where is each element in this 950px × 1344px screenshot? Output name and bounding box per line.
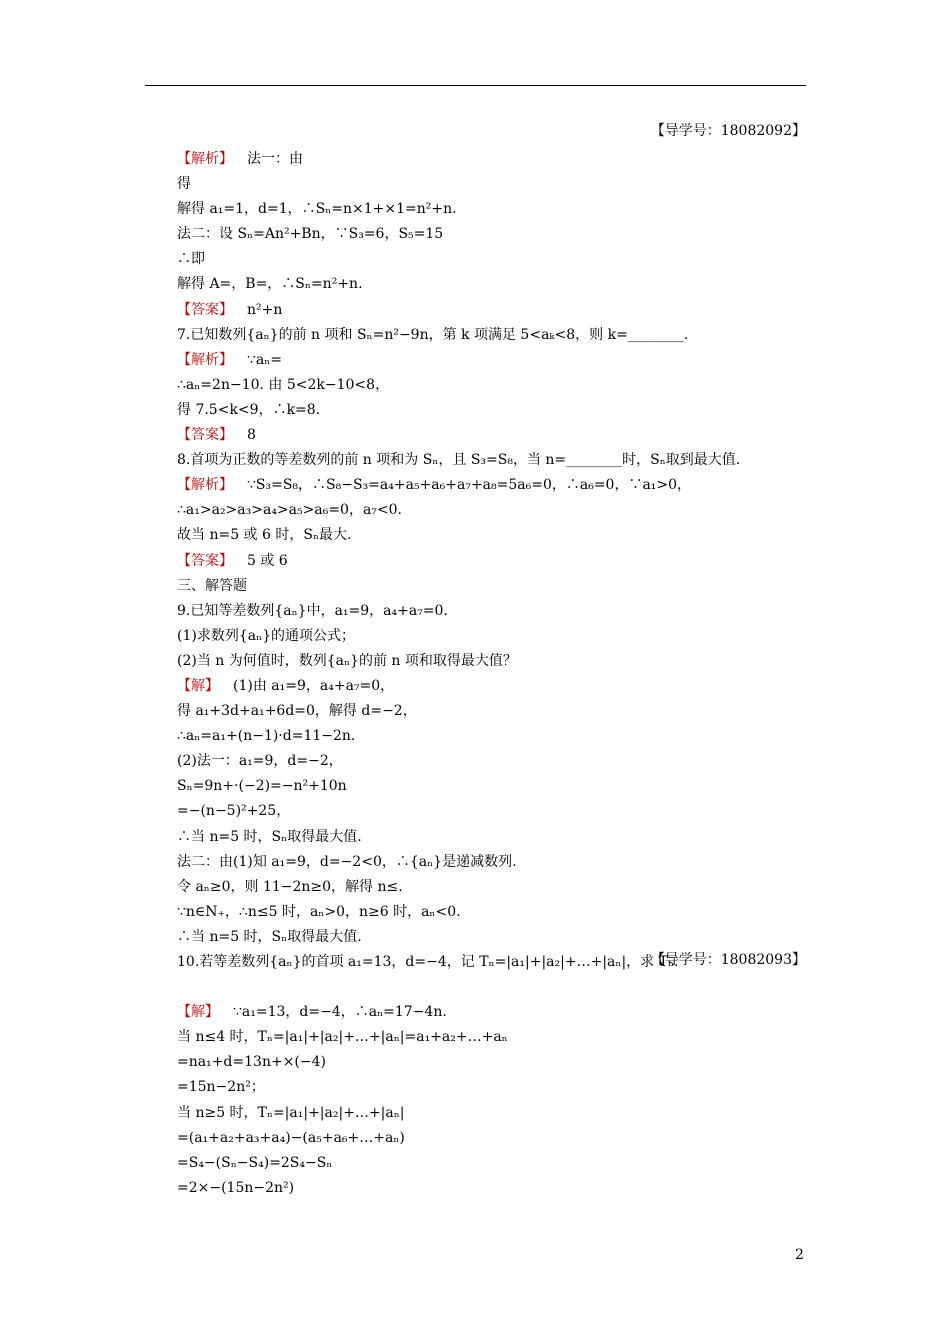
line-text: 5 或 6 — [247, 552, 288, 569]
line-text: 当 n≤4 时，Tₙ=|a₁|+|a₂|+…+|aₙ|=a₁+a₂+…+aₙ — [177, 1029, 508, 1046]
line-text: 解得 a₁=1，d=1，∴Sₙ=n×1+×1=n²+n. — [177, 201, 457, 218]
text-line — [177, 549, 817, 574]
text-line — [177, 498, 817, 523]
reference-number: 【导学号：18082092】 — [650, 123, 806, 139]
line-text: 得 a₁+3d+a₁+6d=0，解得 d=−2， — [177, 703, 417, 720]
line-text: ∵n∈N₊，∴n≤5 时，aₙ>0，n≥6 时，aₙ<0. — [177, 903, 461, 920]
line-text: 10.若等差数列{aₙ}的首项 a₁=13，d=−4，记 Tₙ=|a₁|+|a₂|+…+|aₙ|，求 Tₙ. — [177, 954, 679, 970]
line-text: 法二：由(1)知 a₁=9，d=−2<0，∴{aₙ}是递减数列. — [177, 853, 517, 870]
text-line — [177, 373, 817, 398]
line-text: ∵aₙ= — [247, 351, 283, 368]
text-line — [177, 925, 817, 950]
page-number: 2 — [795, 1247, 804, 1263]
text-line — [177, 875, 817, 900]
line-text: ∵S₃=S₈，∴S₈−S₃=a₄+a₅+a₆+a₇+a₈=5a₆=0，∴a₆=0，∵a₁>0， — [247, 477, 692, 494]
text-line — [177, 1151, 817, 1176]
section-tag: 【解析】 — [177, 351, 233, 368]
text-line — [177, 323, 817, 348]
text-line — [177, 147, 817, 172]
text-line — [177, 222, 817, 247]
line-text: Sₙ=9n+·(−2)=−n²+10n — [177, 778, 347, 795]
line-text: 法一：由 — [247, 151, 303, 167]
line-text: =(a₁+a₂+a₃+a₄)−(a₅+a₆+…+aₙ) — [177, 1129, 405, 1146]
text-line — [177, 1025, 817, 1050]
text-line — [177, 272, 817, 297]
text-line — [177, 850, 817, 875]
line-text: ∴a₁>a₂>a₃>a₄>a₅>a₆=0，a₇<0. — [177, 502, 402, 519]
line-text: ∴aₙ=a₁+(n−1)·d=11−2n. — [177, 728, 356, 745]
line-text: 8 — [247, 427, 256, 444]
text-line — [177, 799, 817, 824]
section-tag: 【答案】 — [177, 301, 233, 318]
reference-number: 【导学号：18082093】 — [650, 952, 806, 968]
text-line — [177, 674, 817, 699]
line-text: ∴即 — [177, 251, 205, 268]
line-text: ∴当 n=5 时，Sₙ取得最大值. — [177, 828, 362, 845]
line-text: ∵a₁=13，d=−4，∴aₙ=17−4n. — [233, 1004, 447, 1021]
text-line — [177, 599, 817, 624]
text-line — [177, 523, 817, 548]
text-line — [177, 473, 817, 498]
line-text: 9.已知等差数列{aₙ}中，a₁=9，a₄+a₇=0. — [177, 602, 448, 619]
text-line — [177, 298, 817, 323]
text-line — [177, 247, 817, 272]
text-line — [177, 950, 817, 975]
line-text: (2)当 n 为何值时，数列{aₙ}的前 n 项和取得最大值？ — [177, 652, 517, 669]
text-line — [177, 574, 817, 599]
line-text: 解得 A=，B=，∴Sₙ=n²+n. — [177, 276, 363, 293]
line-text: 8.首项为正数的等差数列的前 n 项和为 Sₙ，且 S₃=S₈，当 n=________时，Sₙ取到最大值. — [177, 452, 741, 469]
text-line — [177, 197, 817, 222]
text-line — [177, 172, 817, 197]
text-line — [177, 348, 817, 373]
line-text: 当 n≥5 时，Tₙ=|a₁|+|a₂|+…+|aₙ| — [177, 1104, 405, 1121]
text-line — [177, 975, 817, 1000]
text-line — [177, 1126, 817, 1151]
line-text: (2)法一：a₁=9，d=−2， — [177, 753, 343, 770]
text-line — [177, 825, 817, 850]
line-text: 法二：设 Sₙ=An²+Bn，∵S₃=6，S₅=15 — [177, 226, 444, 243]
line-text: ∴当 n=5 时，Sₙ取得最大值. — [177, 928, 362, 945]
text-line — [177, 900, 817, 925]
text-line — [177, 649, 817, 674]
text-line — [177, 774, 817, 799]
line-text: ∴aₙ=2n−10. 由 5<2k−10<8， — [177, 376, 390, 393]
section-tag: 【解析】 — [177, 477, 233, 494]
text-line — [177, 749, 817, 774]
line-text: (1)由 a₁=9，a₄+a₇=0， — [233, 677, 395, 694]
text-line — [177, 423, 817, 448]
header-rule — [145, 85, 806, 86]
section-tag: 【解析】 — [177, 151, 233, 167]
document-body — [177, 147, 817, 1201]
section-tag: 【答案】 — [177, 552, 233, 569]
section-tag: 【答案】 — [177, 427, 233, 444]
section-tag: 【解】 — [177, 677, 219, 694]
text-line — [177, 1101, 817, 1126]
text-line — [177, 1075, 817, 1100]
text-line — [177, 1176, 817, 1201]
line-text: =15n−2n²； — [177, 1079, 265, 1096]
line-text: =2×−(15n−2n²) — [177, 1179, 295, 1196]
text-line — [177, 699, 817, 724]
line-text: 令 aₙ≥0，则 11−2n≥0，解得 n≤. — [177, 878, 403, 895]
text-line — [177, 1000, 817, 1025]
text-line — [177, 398, 817, 423]
line-text: 得 7.5<k<9，∴k=8. — [177, 401, 321, 418]
section-tag: 【解】 — [177, 1004, 219, 1021]
line-text: 得 — [177, 176, 191, 193]
line-text: =S₄−(Sₙ−S₄)=2S₄−Sₙ — [177, 1154, 333, 1171]
text-line — [177, 724, 817, 749]
line-text: (1)求数列{aₙ}的通项公式； — [177, 627, 356, 644]
line-text: =na₁+d=13n+×(−4) — [177, 1054, 326, 1071]
text-line — [177, 1050, 817, 1075]
line-text: 7.已知数列{aₙ}的前 n 项和 Sₙ=n²−9n，第 k 项满足 5<aₖ<8，则 k=________. — [177, 326, 689, 343]
text-line — [177, 624, 817, 649]
line-text: 故当 n=5 或 6 时，Sₙ最大. — [177, 527, 352, 544]
text-line — [177, 448, 817, 473]
line-text: =−(n−5)²+25， — [177, 803, 291, 820]
line-text: 三、解答题 — [177, 577, 247, 594]
line-text: n²+n — [247, 301, 283, 318]
